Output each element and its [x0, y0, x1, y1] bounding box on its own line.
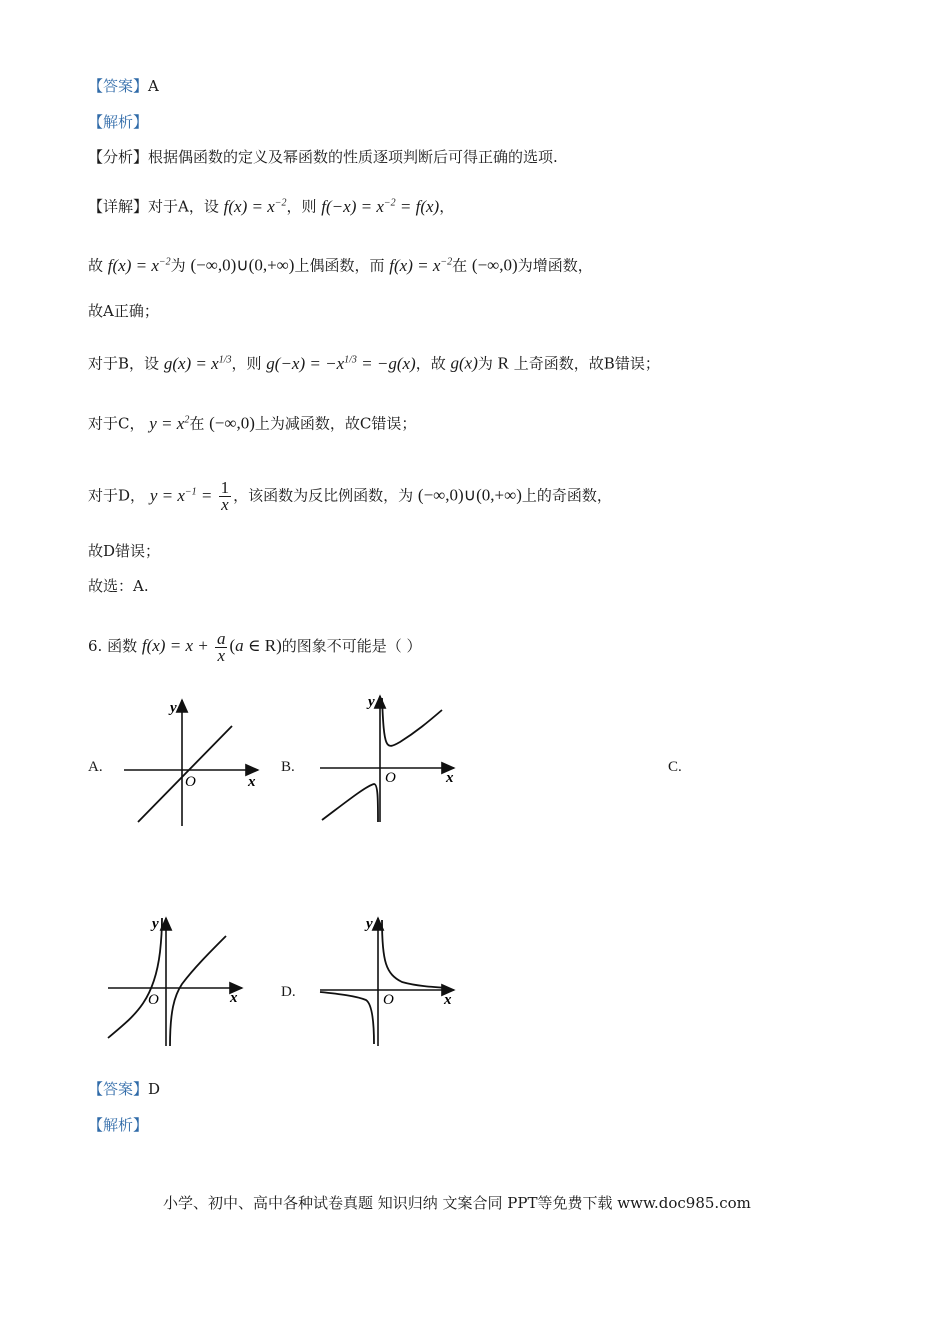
y-label: y	[368, 694, 375, 710]
detail-line-d	[88, 475, 612, 515]
detail-a2-mid3: 在	[452, 256, 468, 275]
x-label: x	[248, 774, 256, 790]
q6-analysis-tag: 【解析】	[88, 1116, 149, 1134]
formula-y-x2: $y = x^2$	[149, 413, 190, 433]
q6-stem	[88, 628, 422, 664]
formula-fx-x-2-c: $f(x) = x^{-2}$	[389, 255, 453, 275]
fenxi-text: 根据偶函数的定义及幂函数的性质逐项判断后可得正确的选项.	[148, 148, 558, 166]
formula-fx-x-2: $f(x) = x^{-2}$	[223, 196, 287, 216]
detail-a3: 故A正确；	[88, 302, 159, 320]
detail-d-pre: 对于D，	[88, 486, 146, 505]
conclusion: 故选：A.	[88, 577, 149, 595]
option-b-label: B.	[281, 759, 295, 775]
formula-domain-a: (−∞,0)∪(0,+∞)	[190, 255, 295, 275]
fenxi-line	[88, 147, 558, 167]
q6-answer-tag: 【答案】	[88, 1080, 149, 1098]
curve-left	[320, 992, 374, 1044]
detail-b-end: 上奇函数，故B错误；	[513, 354, 660, 373]
answer-line-q6	[88, 1079, 160, 1099]
x-label: x	[230, 990, 238, 1006]
option-d-label: D.	[281, 984, 296, 1000]
detail-b-mid1: ，则	[231, 354, 262, 373]
origin-label: O	[185, 774, 196, 790]
detail-a1c-text: ，	[439, 197, 455, 216]
detail-d-mid: ，该函数为反比例函数，为	[233, 486, 414, 505]
footer-text: 小学、初中、高中各种试卷真题 知识归纳 文案合同 PPT等免费下载 www.doc985.com	[163, 1194, 751, 1212]
formula-f-neg-x: $f(-x) = x^{-2} = f(x)$	[321, 196, 440, 216]
option-a-label: A.	[88, 759, 103, 775]
y-label: y	[170, 700, 177, 716]
origin-label: O	[385, 770, 396, 786]
formula-gx-b: g(x)	[450, 353, 478, 373]
graph-option-b	[316, 690, 462, 826]
answer-value: A	[148, 77, 159, 95]
formula-interval-neg: (−∞,0)	[471, 255, 518, 275]
origin-label: O	[148, 992, 159, 1008]
graph-option-c	[104, 912, 250, 1048]
q6-number: 6. 函数	[88, 637, 138, 655]
detail-d-end: 上的奇函数，	[521, 486, 612, 505]
curve-right	[382, 698, 442, 746]
symbol-R: R	[497, 353, 510, 373]
detail-b-mid3: 为	[477, 354, 493, 373]
formula-y-x-1: $y = x^{-1}$ = $\frac{1}{x}$	[149, 478, 230, 515]
origin-label: O	[383, 992, 394, 1008]
q6-answer-value: D	[148, 1080, 161, 1098]
graph-option-a	[118, 694, 268, 834]
detail-a2-mid1: 为	[170, 256, 186, 275]
detail-a2-pre: 故	[88, 256, 104, 275]
detail-d2: 故D错误；	[88, 542, 161, 560]
q6-stem-end: 的图象不可能是（ ）	[281, 637, 422, 655]
x-label: x	[446, 770, 454, 786]
curve-left	[108, 918, 162, 1038]
fenxi-tag: 【分析】	[88, 148, 149, 166]
x-label: x	[444, 992, 452, 1008]
detail-line-a1	[88, 193, 454, 217]
formula-q6: f(x) = x + $\frac{a}{x}$ (a ∈ R)	[141, 628, 282, 665]
curve-right	[382, 920, 448, 988]
detail-c-end: 上为减函数，故C错误；	[254, 414, 417, 433]
formula-fx-x-2-b: $f(x) = x^{-2}$	[107, 255, 171, 275]
answer-tag: 【答案】	[88, 77, 149, 95]
option-c-label: C.	[668, 759, 682, 775]
detail-a2-end: 为增函数，	[517, 256, 593, 275]
formula-domain-d: (−∞,0)∪(0,+∞)	[417, 485, 522, 505]
analysis-tag: 【解析】	[88, 113, 149, 131]
curve-right	[170, 936, 226, 1046]
detail-b-pre: 对于B，设	[88, 354, 160, 373]
y-label: y	[366, 916, 373, 932]
formula-gx: $g(x) = x^{1/3}$	[163, 353, 232, 373]
detail-line-a2	[88, 252, 593, 276]
detail-a1-text: 对于A，设	[148, 197, 219, 216]
detail-line-c	[88, 410, 416, 434]
graph-option-d	[316, 912, 462, 1048]
detail-a1b-text: ，则	[286, 197, 317, 216]
detail-c-mid: 在	[189, 414, 205, 433]
curve-left	[322, 784, 378, 822]
y-label: y	[152, 916, 159, 932]
detail-line-b	[88, 350, 660, 374]
detail-c-pre: 对于C，	[88, 414, 145, 433]
formula-g-neg-x: $g(-x) = -x^{1/3} = -g(x)$	[266, 353, 416, 373]
detail-tag: 【详解】	[88, 197, 149, 216]
answer-line-q5	[88, 76, 159, 96]
formula-interval-neg-c: (−∞,0)	[209, 413, 255, 433]
detail-a2-mid2: 上偶函数，而	[294, 256, 385, 275]
detail-b-mid2: ，故	[415, 354, 446, 373]
